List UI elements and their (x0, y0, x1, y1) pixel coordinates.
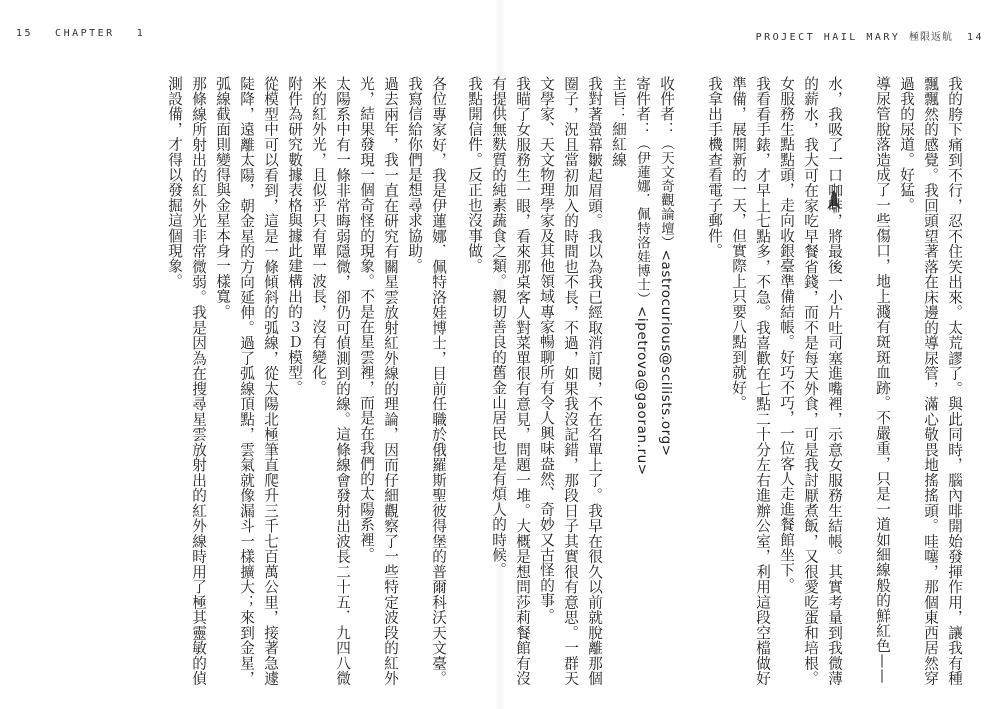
email-to-value: （天文奇觀論壇）<astrocurious@scilists.org> (658, 136, 674, 457)
right-page-header (756, 28, 984, 43)
paragraph: 我的胯下痛到不行，忍不住笑出來。太荒謬了。與此同時，腦內啡開始發揮作用，讓我有種飄飄然的感覺。我回頭望著落在床邊的導尿管，滿心敬畏地搖搖頭。哇噻，那個東西居然穿過我的尿道。好猛。 (898, 76, 963, 686)
email-from-label: 寄件者： (634, 76, 651, 137)
paragraph: 我對著螢幕皺起眉頭。我以為我已經取消訂閱，不在名單上了。我早在很久以前就脫離那個圈子，況且當初加入的時間也不長，不過，如果我沒記錯，那段日子其實很有意思。一群天文學家、天文物理學家及其他領域專家暢聊所有令人興味盎然、奇妙又古怪的事。 (538, 76, 603, 686)
left-running-head: CHAPTER (55, 28, 115, 39)
paragraph: 過去兩年，我一直在研究有關星雲放射紅外線的理論，因而仔細觀察了一些特定波段的紅外光，結果發現一個奇怪的現象。不是在星雲裡，而是在我們的太陽系裡。 (358, 76, 399, 686)
paragraph: 我看看手錶，才早上七點多，不急。我喜歡在七點二十分左右進辦公室，利用這段空檔做好準備，展開新的一天，但實際上只要八點到就好。 (730, 76, 771, 686)
paragraph: 那條線所射出的紅外光非常微弱。我是因為在搜尋星雲放射出的紅外線時用了極其靈敏的偵測設備，才得以發掘這個現象。 (166, 76, 207, 686)
paragraph: 我點開信件。反正也沒事做。 (466, 76, 483, 274)
right-page-text (466, 76, 966, 686)
paragraph: 各位專家好，我是伊蓮娜．佩特洛娃博士，目前任職於俄羅斯聖彼得堡的普爾科沃天文臺。我寫信給你們是想尋求協助。 (406, 76, 447, 686)
paragraph: 附件為研究數據表格與據此建構出的３Ｄ模型。 (286, 76, 303, 396)
email-from-line (630, 76, 654, 686)
left-chapter-number: 1 (136, 28, 146, 39)
right-page-number: 14 (966, 32, 984, 43)
right-title-cn: 極限返航 (908, 32, 953, 43)
email-to-line (654, 76, 678, 686)
left-page-text (40, 76, 450, 686)
left-page-header (16, 28, 145, 39)
paragraph: 從模型中可以看到，這是一條傾斜的弧線，從太陽北極筆直爬升三千七百萬公里，接著急遽陡降，遠離太陽，朝金星的方向延伸。過了弧線頂點，雲氣就像漏斗一樣擴大；來到金星，弧線截面則變得與金星本身一樣寬。 (214, 76, 279, 686)
paragraph: 我瞄了女服務生一眼，看來那桌客人對菜單很有意見，問題一堆。大概是想問莎莉餐館有沒有提供無麩質的純素蔬食之類。親切善良的舊金山居民也是有煩人的時候。 (490, 76, 531, 686)
email-from-value: （伊蓮娜．佩特洛娃博士）<ipetrova@gaoran.ru> (634, 136, 650, 476)
paragraph: 太陽系中有一條非常晦弱隱微，卻仍可偵測到的線。這條線會發射出波長二十五．九四八微米的紅外光，且似乎只有單一波長，沒有變化。 (310, 76, 351, 686)
right-running-head: PROJECT HAIL MARY (755, 32, 901, 43)
paragraph: 水，我吸了一口咖啡，將最後一小片吐司塞進嘴裡，示意女服務生結帳。其實考量到我微薄的薪水，我大可在家吃早餐省錢，而不是每天外食，可是我討厭煮飯，又很愛吃蛋和培根。女服務生點點頭，走向收銀臺準備結帳。好巧不巧，一位客人走進餐館坐下。 (778, 76, 843, 686)
paragraph: 導尿管脫落造成了一些傷口，地上濺有斑斑血跡。不嚴重，只是一道如細線般的鮮紅色—— (874, 76, 891, 684)
email-subject-line (606, 76, 630, 686)
email-subject-label: 主旨： (610, 76, 627, 122)
paragraph: 我拿出手機查看電子郵件。 (706, 76, 723, 259)
left-page-number: 15 (16, 28, 34, 39)
email-subject-value: 細紅線 (610, 121, 627, 168)
email-to-label: 收件者： (658, 76, 675, 137)
